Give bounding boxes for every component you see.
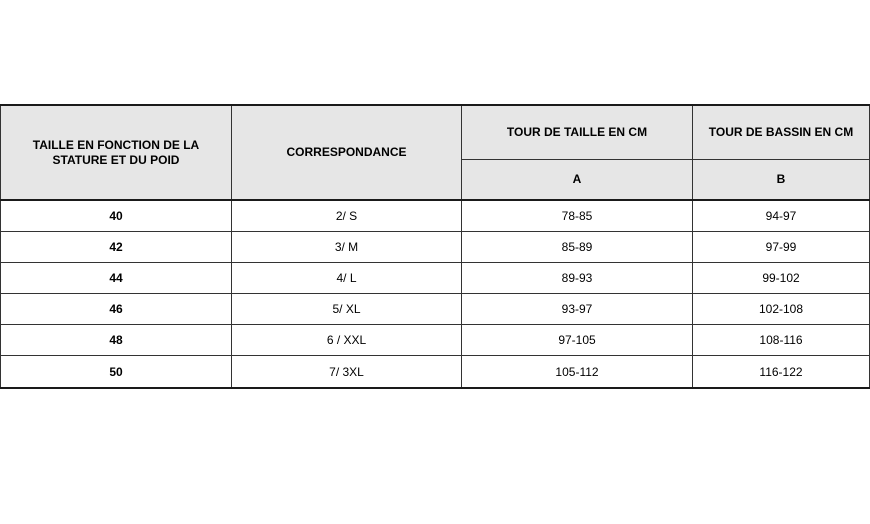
cell-correspondence: 4/ L bbox=[232, 263, 462, 294]
header-correspondence: CORRESPONDANCE bbox=[232, 105, 462, 200]
cell-waist: 85-89 bbox=[462, 232, 693, 263]
cell-waist: 105-112 bbox=[462, 356, 693, 389]
cell-hip: 94-97 bbox=[693, 200, 870, 232]
cell-waist: 78-85 bbox=[462, 200, 693, 232]
cell-hip: 102-108 bbox=[693, 294, 870, 325]
cell-hip: 116-122 bbox=[693, 356, 870, 389]
header-waist: TOUR DE TAILLE EN CM bbox=[462, 105, 693, 160]
table-body bbox=[1, 200, 870, 388]
cell-size: 48 bbox=[1, 325, 232, 356]
cell-waist: 89-93 bbox=[462, 263, 693, 294]
cell-hip: 99-102 bbox=[693, 263, 870, 294]
cell-waist: 97-105 bbox=[462, 325, 693, 356]
table-row bbox=[1, 294, 870, 325]
header-row-top bbox=[1, 105, 870, 160]
table-row bbox=[1, 232, 870, 263]
cell-waist: 93-97 bbox=[462, 294, 693, 325]
cell-size: 46 bbox=[1, 294, 232, 325]
header-hip: TOUR DE BASSIN EN CM bbox=[693, 105, 870, 160]
cell-correspondence: 5/ XL bbox=[232, 294, 462, 325]
table-row bbox=[1, 325, 870, 356]
cell-size: 40 bbox=[1, 200, 232, 232]
cell-size: 50 bbox=[1, 356, 232, 389]
cell-correspondence: 2/ S bbox=[232, 200, 462, 232]
header-hip-code: B bbox=[693, 160, 870, 201]
cell-size: 44 bbox=[1, 263, 232, 294]
cell-hip: 97-99 bbox=[693, 232, 870, 263]
cell-correspondence: 3/ M bbox=[232, 232, 462, 263]
size-chart-table bbox=[0, 104, 870, 389]
table-row bbox=[1, 263, 870, 294]
header-waist-code: A bbox=[462, 160, 693, 201]
cell-size: 42 bbox=[1, 232, 232, 263]
cell-correspondence: 6 / XXL bbox=[232, 325, 462, 356]
table-row bbox=[1, 200, 870, 232]
table-header bbox=[1, 105, 870, 200]
cell-correspondence: 7/ 3XL bbox=[232, 356, 462, 389]
header-size: TAILLE EN FONCTION DE LA STATURE ET DU POID bbox=[1, 105, 232, 200]
table-row bbox=[1, 356, 870, 389]
cell-hip: 108-116 bbox=[693, 325, 870, 356]
